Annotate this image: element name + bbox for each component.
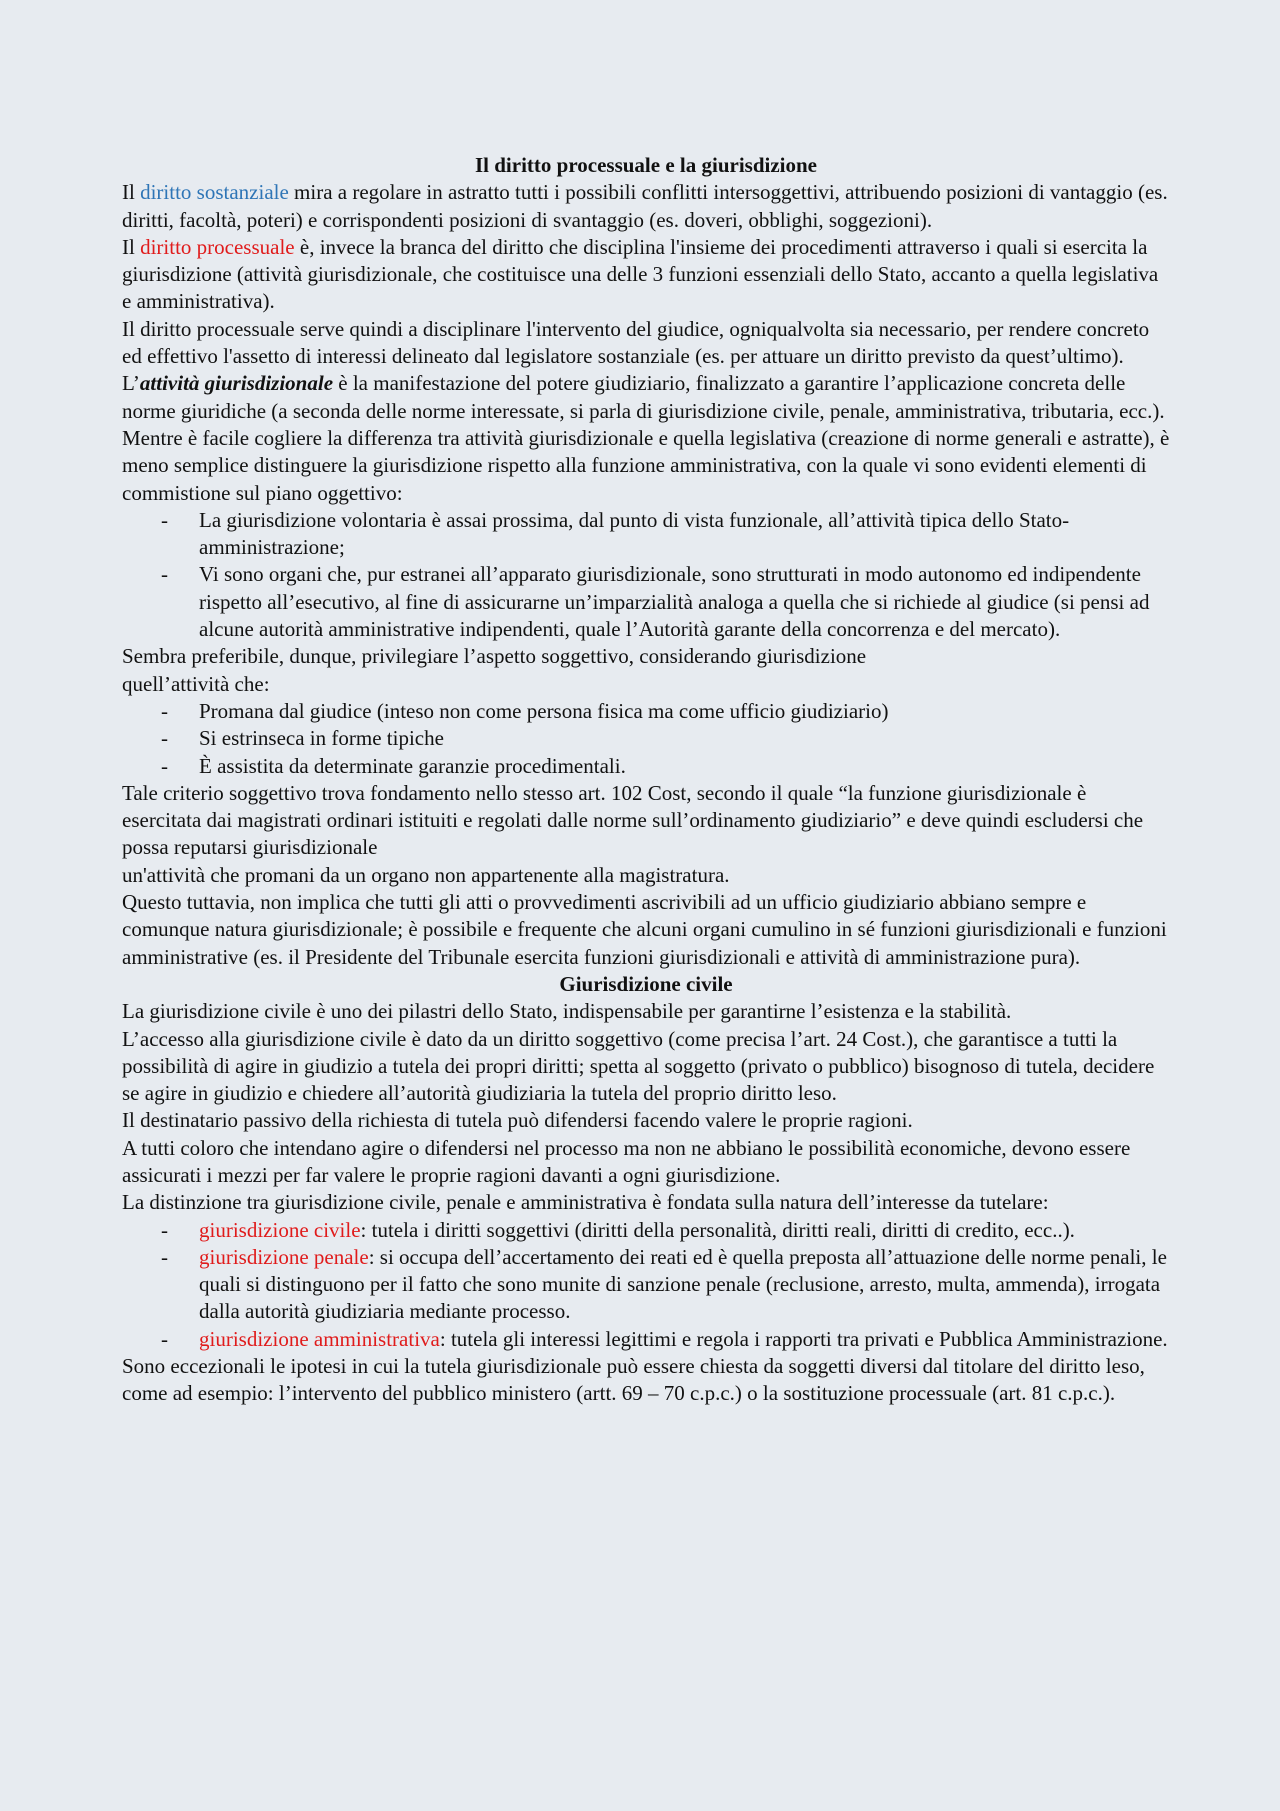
list-item [122,561,1170,643]
text-span: è la manifestazione del potere giudiziario, finalizzato a garantire l’applicazione concreta delle norme giuridiche (a seconda delle norme interessate, si parla di giurisdizione civile, penale, amministrativa, tributaria, ecc.). [122,371,1165,423]
bullet-list-jurisdiction-types [122,1217,1170,1353]
list-item-text: : tutela i diritti soggettivi (diritti della personalità, diritti reali, diritti di credito, ecc..). [360,1217,1075,1242]
paragraph-civil-pillar: La giurisdizione civile è uno dei pilastri dello Stato, indispensabile per garantirne l’esistenza e la stabilità. [122,999,1012,1024]
paragraph-art-102-cont: un'attività che promani da un organo non appartenente alla magistratura. [122,862,730,887]
bullet-list-objective-elements [122,507,1170,643]
paragraph-substantive-law [122,179,1170,234]
paragraph-access: L’accesso alla giurisdizione civile è dato da un diritto soggettivo (come precisa l’art. 24 Cost.), che garantisce a tutti la possibilità di agire in giudizio a tutela dei propri diritti; spetta al soggetto (privato o pubblico) bisognoso di tutela, decidere se agire in giudizio e chiedere all’autorità giudiziaria la tutela del proprio diritto leso. [122,1026,1155,1106]
term-penal-jurisdiction: giurisdizione penale [199,1244,369,1269]
term-jurisdictional-activity: attività giurisdizionale [139,371,334,396]
list-item-text: Vi sono organi che, pur estranei all’apparato giurisdizionale, sono strutturati in modo autonomo ed indipendente rispetto all’esecutivo, al fine di assicurarne un’imparzialità analoga a quella che si richiede al giudice (si pensi ad alcune autorità amministrative indipendenti, quale l’Autorità garante della concorrenza e del mercato). [199,562,1150,642]
dash-bullet: - [161,1326,168,1351]
paragraph-exceptional-cases: Sono eccezionali le ipotesi in cui la tutela giurisdizionale può essere chiesta da soggetti diversi dal titolare del diritto leso, come ad esempio: l’intervento del pubblico ministero (artt. 69 – 70 c.p.c.) o la sostituzione processuale (art. 81 c.p.c.). [122,1354,1145,1406]
list-item [122,725,1170,752]
text-span: Il [122,180,141,205]
list-item-text: È assistita da determinate garanzie procedimentali. [199,753,626,778]
term-substantive-law: diritto sostanziale [140,180,289,205]
paragraph-procedural-law [122,234,1170,316]
paragraph-passive-recipient: Il destinatario passivo della richiesta di tutela può difendersi facendo valere le proprie ragioni. [122,1108,913,1133]
text-span: mira a regolare in astratto tutti i possibili conflitti intersoggettivi, attribuendo posizioni di vantaggio (es. diritti, facoltà, poteri) e corrispondenti posizioni di svantaggio (es. doveri, obblighi, soggezioni). [122,180,1168,232]
dash-bullet: - [161,726,168,751]
list-item-text: La giurisdizione volontaria è assai prossima, dal punto di vista funzionale, all’attività tipica dello Stato-amministrazione; [199,507,1070,560]
dash-bullet: - [161,562,168,587]
list-item [122,1217,1170,1244]
list-item [122,1244,1170,1326]
text-span: L’ [122,371,140,396]
list-item-text: : tutela gli interessi legittimi e regola i rapporti tra privati e Pubblica Amministrazione. [439,1326,1168,1351]
paragraph-interest-nature: La distinzione tra giurisdizione civile, penale e amministrativa è fondata sulla natura dell’interesse da tutelare: [122,1190,1049,1215]
paragraph-legal-aid: A tutti coloro che intendano agire o difendersi nel processo ma non ne abbiano le possibilità economiche, devono essere assicurati i mezzi per far valere le proprie ragioni davanti a ogni giurisdizione. [122,1135,1131,1187]
paragraph-judge-intervention: Il diritto processuale serve quindi a disciplinare l'intervento del giudice, ogniqualvolta sia necessario, per rendere concreto ed effettivo l'assetto di interessi delineato dal legislatore sostanziale (es. per attuare un diritto previsto da quest’ultimo). [122,316,1150,369]
section-title-civil-jurisdiction: Giurisdizione civile [559,971,733,996]
term-civil-jurisdiction: giurisdizione civile [199,1217,361,1242]
paragraph-art-102: Tale criterio soggettivo trova fondamento nello stesso art. 102 Cost, secondo il quale “la funzione giurisdizionale è esercitata dai magistrati ordinari istituiti e regolati dalle norme sull’ordinamento giudiziario” e deve quindi escludersi che possa reputarsi giurisdizionale [122,780,1144,860]
paragraph-subjective-aspect: Sembra preferibile, dunque, privilegiare l’aspetto soggettivo, considerando giurisdizione [122,644,867,669]
paragraph-distinction: Mentre è facile cogliere la differenza tra attività giurisdizionale e quella legislativa (creazione di norme generali e astratte), è meno semplice distinguere la giurisdizione rispetto alla funzione amministrativa, con la quale vi sono evidenti elementi di commistione sul piano oggettivo: [122,425,1170,505]
list-item [122,698,1170,725]
dash-bullet: - [161,753,168,778]
section-title-procedural-law: Il diritto processuale e la giurisdizione [474,153,818,177]
paragraph-subjective-aspect-cont: quell’attività che: [122,671,270,696]
paragraph-jurisdictional-activity [122,370,1170,425]
text-span: Il [122,234,141,259]
list-item-text: Si estrinseca in forme tipiche [199,726,444,751]
dash-bullet: - [161,698,168,723]
term-procedural-law: diritto processuale [140,234,295,259]
list-item-text: : si occupa dell’accertamento dei reati ed è quella preposta all’attuazione delle norme penali, le quali si distinguono per il fatto che sono munite di sanzione penale (reclusione, arresto, multa, ammenda), irrogata dalla autorità giudiziaria mediante processo. [199,1244,1167,1324]
list-item [122,1326,1170,1353]
document-body [122,152,1170,1408]
text-span: è, invece la branca del diritto che disciplina l'insieme dei procedimenti attraverso i quali si esercita la giurisdizione (attività giurisdizionale, che costituisce una delle 3 funzioni essenziali dello Stato, accanto a quella legislativa e amministrativa). [122,234,1159,314]
list-item-text: Promana dal giudice (inteso non come persona fisica ma come ufficio giudiziario) [199,698,889,723]
list-item [122,753,1170,780]
dash-bullet: - [161,1217,168,1242]
dash-bullet: - [161,1244,168,1269]
dash-bullet: - [161,507,168,532]
list-item [122,507,1170,562]
bullet-list-subjective-criteria [122,698,1170,780]
paragraph-mixed-functions: Questo tuttavia, non implica che tutti gli atti o provvedimenti ascrivibili ad un ufficio giudiziario abbiano sempre e comunque natura giurisdizionale; è possibile e frequente che alcuni organi cumulino in sé funzioni giurisdizionali e funzioni amministrative (es. il Presidente del Tribunale esercita funzioni giurisdizionali e attività di amministrazione pura). [122,890,1167,969]
term-administrative-jurisdiction: giurisdizione amministrativa [199,1326,440,1351]
